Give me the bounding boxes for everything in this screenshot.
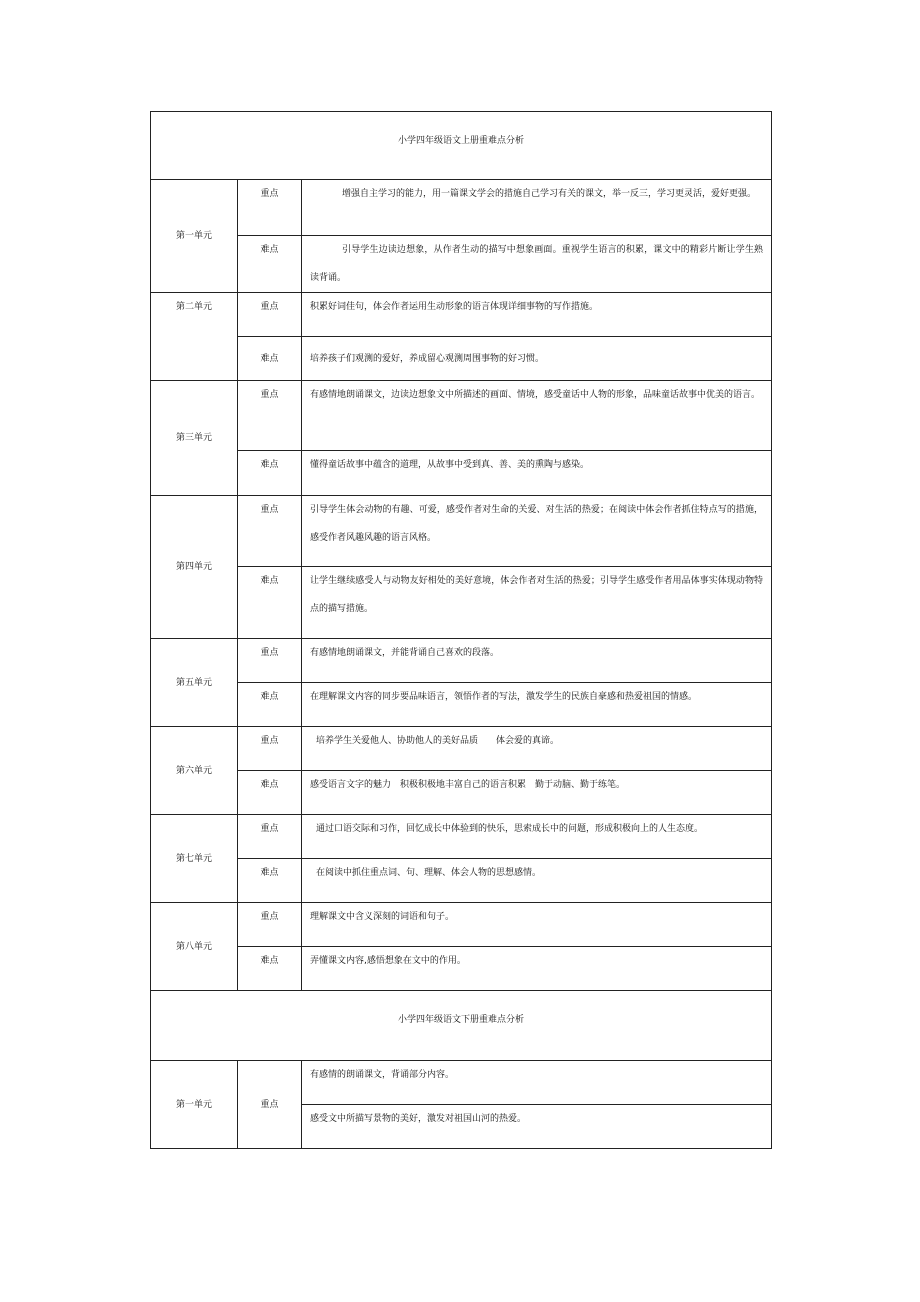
key-point-text: 增强自主学习的能力，用一篇课文学会的措施自己学习有关的课文，举一反三，学习更灵活，爱好更强。: [302, 180, 772, 236]
difficulty-label: 难点: [238, 337, 302, 381]
difficulty-text: 培养孩子们观测的爱好，养成留心观测周围事物的好习惯。: [302, 337, 772, 381]
key-point-label: 重点: [238, 1061, 302, 1149]
key-point-label: 重点: [238, 180, 302, 236]
key-point-text: 理解课文中含义深刻的词语和句子。: [302, 903, 772, 947]
difficulty-text: 在阅读中抓住重点词、句、理解、体会人物的思想感情。: [302, 859, 772, 903]
key-point-text: 引导学生体会动物的有趣、可爱，感受作者对生命的关爱、对生活的热爱；在阅读中体会作者抓住特点写的措施，感受作者风趣风趣的语言风格。: [302, 496, 772, 567]
difficulty-text: 弄懂课文内容,感悟想象在文中的作用。: [302, 947, 772, 991]
difficulty-label: 难点: [238, 236, 302, 293]
difficulty-text: 感受语言文字的魅力 积极积极地丰富自己的语言积累 勤于动脑、勤于练笔。: [302, 771, 772, 815]
unit-name: 第七单元: [151, 815, 238, 903]
difficulty-text: 懂得童话故事中蕴含的道理，从故事中受到真、善、美的熏陶与感染。: [302, 451, 772, 496]
difficulty-label: 难点: [238, 859, 302, 903]
key-point-label: 重点: [238, 293, 302, 337]
difficulty-text: 让学生继续感受人与动物友好相处的美好意境，体会作者对生活的热爱；引导学生感受作者用品体事实体现动物特点的描写措施。: [302, 567, 772, 639]
content-line: 感受文中所描写景物的美好，激发对祖国山河的热爱。: [302, 1105, 772, 1149]
key-point-label: 重点: [238, 903, 302, 947]
unit-name: 第一单元: [151, 180, 238, 293]
difficulty-text: 在理解课文内容的同步要品味语言，领悟作者的写法，激发学生的民族自豪感和热爱祖国的情感。: [302, 683, 772, 727]
difficulty-label: 难点: [238, 771, 302, 815]
unit-name: 第五单元: [151, 639, 238, 727]
difficulty-label: 难点: [238, 947, 302, 991]
key-point-text: 通过口语交际和习作，回忆成长中体验到的快乐，思索成长中的问题，形成积极向上的人生态度。: [302, 815, 772, 859]
unit-name: 第二单元: [151, 293, 238, 381]
difficulty-label: 难点: [238, 567, 302, 639]
document: [150, 111, 771, 1149]
key-point-text: 有感情地朗诵课文，并能背诵自己喜欢的段落。: [302, 639, 772, 683]
content-line: 有感情的朗诵课文，背诵部分内容。: [302, 1061, 772, 1105]
unit-name: 第六单元: [151, 727, 238, 815]
difficulty-text: 引导学生边读边想象，从作者生动的描写中想象画面。重视学生语言的积累，课文中的精彩片断让学生熟读背诵。: [302, 236, 772, 293]
unit-name: 第三单元: [151, 381, 238, 496]
unit-name: 第四单元: [151, 496, 238, 639]
key-point-label: 重点: [238, 381, 302, 451]
key-point-label: 重点: [238, 496, 302, 567]
key-point-text: 积累好词佳句，体会作者运用生动形象的语言体现详细事物的写作措施。: [302, 293, 772, 337]
analysis-table: [150, 111, 772, 1149]
key-point-label: 重点: [238, 639, 302, 683]
difficulty-label: 难点: [238, 451, 302, 496]
key-point-label: 重点: [238, 815, 302, 859]
unit-name: 第八单元: [151, 903, 238, 991]
key-point-text: 培养学生关爱他人、协助他人的美好品质 体会爱的真谛。: [302, 727, 772, 771]
unit-name: 第一单元: [151, 1061, 238, 1149]
difficulty-label: 难点: [238, 683, 302, 727]
key-point-text: 有感情地朗诵课文，边读边想象文中所描述的画面、情境，感受童话中人物的形象，品味童话故事中优美的语言。: [302, 381, 772, 451]
key-point-label: 重点: [238, 727, 302, 771]
lower-title: 小学四年级语文下册重难点分析: [151, 991, 772, 1061]
upper-title: 小学四年级语文上册重难点分析: [151, 112, 772, 180]
